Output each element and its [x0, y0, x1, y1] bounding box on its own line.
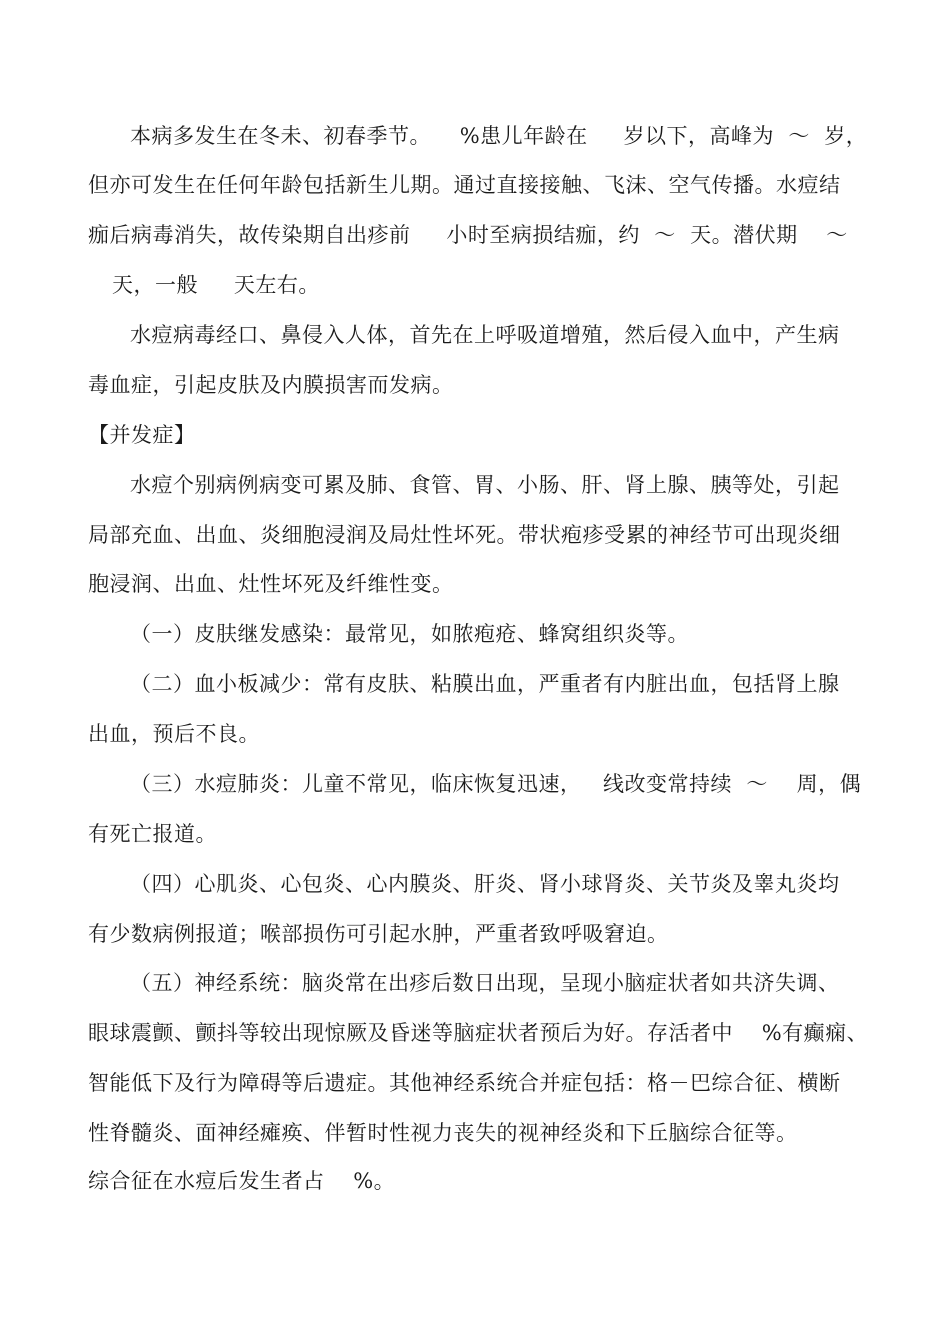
- section-heading: 【并发症】: [88, 423, 196, 447]
- text-line: 天，一般 天左右。: [112, 273, 320, 297]
- text-line: （二）血小板减少：常有皮肤、粘膜出血，严重者有内脏出血，包括肾上腺: [130, 672, 840, 696]
- text-line: 智能低下及行为障碍等后遗症。其他神经系统合并症包括：格－巴综合征、横断: [88, 1071, 841, 1095]
- text-line: 痂后病毒消失，故传染期自出疹前 小时至病损结痂，约 ～ 天。潜伏期 ～: [88, 223, 848, 247]
- text-line: 出血，预后不良。: [88, 722, 260, 746]
- text-line: （四）心肌炎、心包炎、心内膜炎、肝炎、肾小球肾炎、关节炎及睾丸炎均: [130, 872, 840, 896]
- text-line: 毒血症，引起皮肤及内膜损害而发病。: [88, 373, 454, 397]
- text-line: 但亦可发生在任何年龄包括新生儿期。通过直接接触、飞沫、空气传播。水痘结: [88, 173, 841, 197]
- text-line: 眼球震颤、颤抖等较出现惊厥及昏迷等脑症状者预后为好。存活者中 %有癫痫、: [88, 1021, 869, 1045]
- text-line: （三）水痘肺炎：儿童不常见，临床恢复迅速， 线改变常持续 ～ 周，偶: [130, 772, 862, 796]
- text-line: 有死亡报道。: [88, 822, 217, 846]
- text-line: （五）神经系统：脑炎常在出疹后数日出现，呈现小脑症状者如共济失调、: [130, 971, 840, 995]
- text-line: 性脊髓炎、面神经瘫痪、伴暂时性视力丧失的视神经炎和下丘脑综合征等。: [88, 1121, 798, 1145]
- text-line: 水痘病毒经口、鼻侵入人体，首先在上呼吸道增殖，然后侵入血中，产生病: [130, 323, 840, 347]
- text-line: （一）皮肤继发感染：最常见，如脓疱疮、蜂窝组织炎等。: [130, 622, 689, 646]
- text-line: 本病多发生在冬未、初春季节。 %患儿年龄在 岁以下，高峰为 ～ 岁，: [130, 124, 868, 148]
- text-line: 有少数病例报道；喉部损伤可引起水肿，严重者致呼吸窘迫。: [88, 922, 669, 946]
- text-line: 综合征在水痘后发生者占 %。: [88, 1169, 396, 1193]
- text-line: 水痘个别病例病变可累及肺、食管、胃、小肠、肝、肾上腺、胰等处，引起: [130, 473, 840, 497]
- text-line: 局部充血、出血、炎细胞浸润及局灶性坏死。带状疱疹受累的神经节可出现炎细: [88, 523, 841, 547]
- text-line: 胞浸润、出血、灶性坏死及纤维性变。: [88, 572, 454, 596]
